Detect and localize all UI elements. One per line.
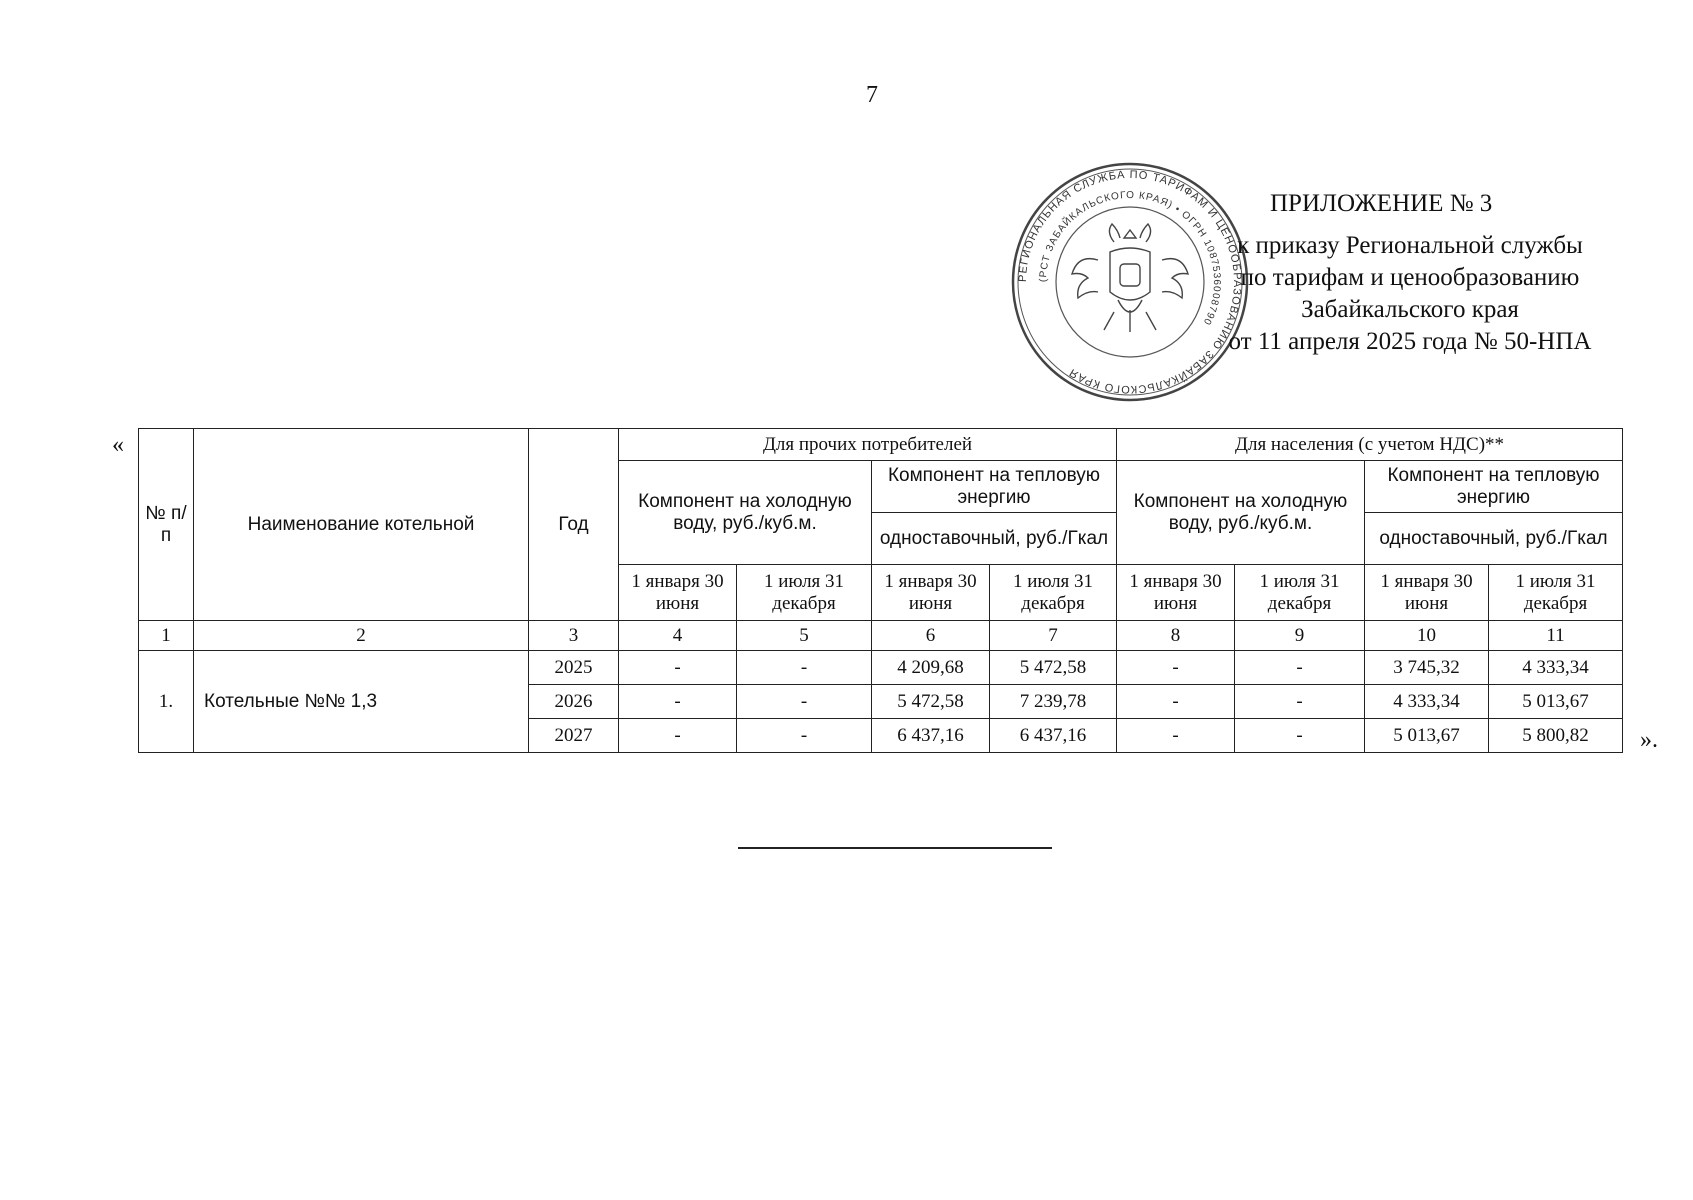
- cell-value: 5 013,67: [1489, 685, 1623, 719]
- header-year: Год: [529, 429, 619, 621]
- header-period-jul-dec: 1 июля 31 декабря: [1235, 565, 1365, 621]
- header-period-jan-jun: 1 января 30 июня: [1117, 565, 1235, 621]
- cell-value: -: [619, 685, 737, 719]
- cell-value: -: [1235, 651, 1365, 685]
- column-number-row: [139, 621, 1623, 651]
- tariff-table: [138, 428, 1623, 753]
- cell-value: 6 437,16: [872, 719, 990, 753]
- column-number: 8: [1117, 621, 1235, 651]
- cell-value: -: [1117, 651, 1235, 685]
- cell-value: 5 472,58: [872, 685, 990, 719]
- end-divider: [738, 847, 1052, 849]
- header-name: Наименование котельной: [194, 429, 529, 621]
- header-group-population: Для населения (с учетом НДС)**: [1117, 429, 1623, 461]
- cell-value: -: [737, 651, 872, 685]
- row-year: 2027: [529, 719, 619, 753]
- page-number: 7: [866, 82, 878, 108]
- opening-quote: «: [112, 432, 124, 458]
- header-period-jan-jun: 1 января 30 июня: [619, 565, 737, 621]
- seal-outer-text: РЕГИОНАЛЬНАЯ СЛУЖБА ПО ТАРИФАМ И ЦЕНООБРАЗОВАНИЮ ЗАБАЙКАЛЬСКОГО КРАЯ: [1016, 168, 1244, 396]
- row-number: 1.: [139, 651, 194, 753]
- header-cold-water-other: Компонент на холодную воду, руб./куб.м.: [619, 461, 872, 565]
- header-period-jul-dec: 1 июля 31 декабря: [737, 565, 872, 621]
- cell-value: 4 333,34: [1489, 651, 1623, 685]
- seal-inner-text: (РСТ ЗАБАЙКАЛЬСКОГО КРАЯ) • ОГРН 1087536008790: [1037, 189, 1223, 328]
- cell-value: -: [1117, 719, 1235, 753]
- cell-value: 5 472,58: [990, 651, 1117, 685]
- header-cold-water-population: Компонент на холодную воду, руб./куб.м.: [1117, 461, 1365, 565]
- header-period-jul-dec: 1 июля 31 декабря: [1489, 565, 1623, 621]
- table-row: [139, 651, 1623, 685]
- annex-line-region: Забайкальского края: [1301, 296, 1519, 323]
- column-number: 5: [737, 621, 872, 651]
- annex-title: ПРИЛОЖЕНИЕ № 3: [1270, 190, 1493, 217]
- header-heat-energy-other: Компонент на тепловую энергию: [872, 461, 1117, 513]
- cell-value: -: [1117, 685, 1235, 719]
- column-number: 2: [194, 621, 529, 651]
- cell-value: 5 800,82: [1489, 719, 1623, 753]
- header-single-rate-other: одноставочный, руб./Гкал: [872, 513, 1117, 565]
- cell-value: 4 333,34: [1365, 685, 1489, 719]
- header-num: № п/п: [139, 429, 194, 621]
- cell-value: 4 209,68: [872, 651, 990, 685]
- cell-value: -: [737, 719, 872, 753]
- coat-of-arms-icon: [1072, 224, 1188, 332]
- cell-value: -: [737, 685, 872, 719]
- header-period-jan-jun: 1 января 30 июня: [872, 565, 990, 621]
- column-number: 11: [1489, 621, 1623, 651]
- boiler-name: Котельные №№ 1,3: [194, 651, 529, 753]
- column-number: 1: [139, 621, 194, 651]
- row-year: 2025: [529, 651, 619, 685]
- cell-value: -: [619, 719, 737, 753]
- column-number: 7: [990, 621, 1117, 651]
- cell-value: 7 239,78: [990, 685, 1117, 719]
- cell-value: 5 013,67: [1365, 719, 1489, 753]
- column-number: 3: [529, 621, 619, 651]
- header-heat-energy-population: Компонент на тепловую энергию: [1365, 461, 1623, 513]
- header-group-other: Для прочих потребителей: [619, 429, 1117, 461]
- column-number: 9: [1235, 621, 1365, 651]
- annex-line-order: к приказу Региональной службы: [1237, 232, 1583, 259]
- column-number: 4: [619, 621, 737, 651]
- annex-header: [1190, 188, 1630, 358]
- row-year: 2026: [529, 685, 619, 719]
- cell-value: 6 437,16: [990, 719, 1117, 753]
- closing-quote: ».: [1640, 727, 1658, 753]
- annex-line-date: от 11 апреля 2025 года № 50-НПА: [1228, 328, 1592, 355]
- header-period-jul-dec: 1 июля 31 декабря: [990, 565, 1117, 621]
- column-number: 10: [1365, 621, 1489, 651]
- column-number: 6: [872, 621, 990, 651]
- header-period-jan-jun: 1 января 30 июня: [1365, 565, 1489, 621]
- cell-value: 3 745,32: [1365, 651, 1489, 685]
- annex-line-service: по тарифам и ценообразованию: [1240, 264, 1580, 291]
- cell-value: -: [619, 651, 737, 685]
- cell-value: -: [1235, 685, 1365, 719]
- header-single-rate-population: одноставочный, руб./Гкал: [1365, 513, 1623, 565]
- cell-value: -: [1235, 719, 1365, 753]
